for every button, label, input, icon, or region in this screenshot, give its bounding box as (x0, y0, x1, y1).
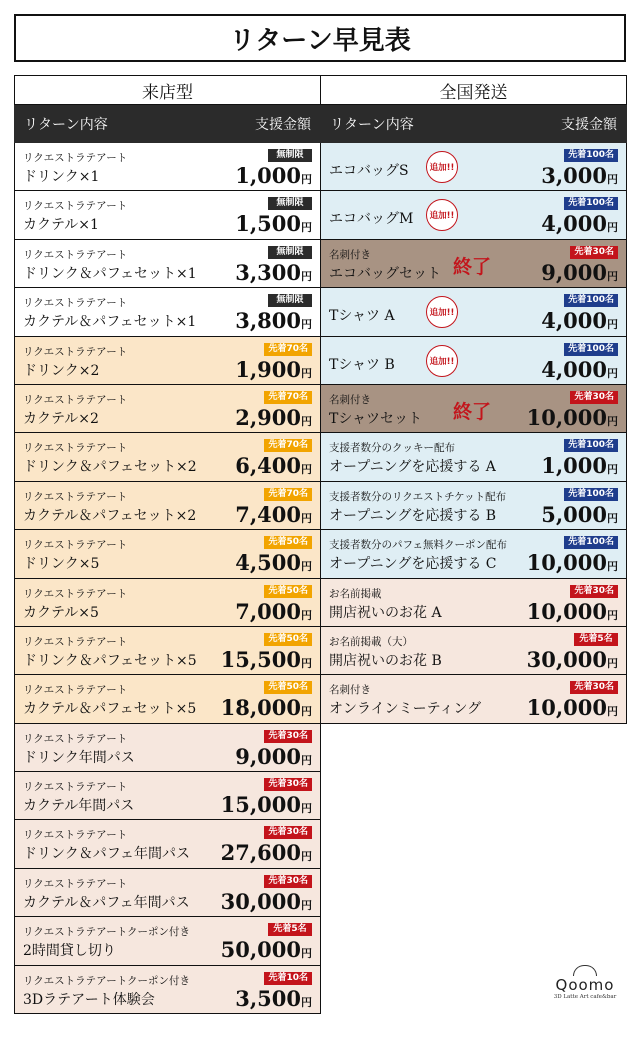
price-amount: 1,000 (235, 163, 301, 188)
logo-word: Qoomo (555, 976, 615, 994)
reward-row (14, 288, 321, 336)
reward-row (320, 191, 627, 239)
amount-column-label: 支援金額 (255, 117, 311, 133)
reward-note: リクエストラテアート (23, 684, 128, 697)
reward-price (541, 163, 618, 188)
reward-row (14, 627, 321, 675)
added-stamp: 追加!! (426, 345, 458, 377)
limit-badge: 先着10名 (264, 972, 312, 985)
yen-mark: 円 (301, 560, 312, 574)
reward-note: リクエストラテアート (23, 539, 128, 552)
reward-row (320, 627, 627, 675)
yen-mark: 円 (301, 947, 312, 961)
reward-row (14, 724, 321, 772)
reward-row (14, 917, 321, 965)
reward-name: Tシャツ B (329, 356, 395, 373)
reward-note: 名刺付き (329, 248, 371, 261)
yen-mark: 円 (607, 173, 618, 186)
reward-name: オンラインミーティング (329, 701, 482, 718)
reward-price (221, 889, 312, 914)
reward-name: カクテル×1 (23, 217, 99, 234)
reward-note: 支援者数分のパフェ無料クーポン配布 (329, 539, 507, 552)
limit-badge: 無制限 (268, 197, 312, 210)
reward-price (541, 260, 618, 285)
reward-name: ドリンク＆パフェセット×2 (23, 459, 197, 476)
reward-price (235, 405, 312, 430)
limit-badge: 先着5名 (574, 633, 618, 646)
reward-row (320, 288, 627, 336)
reward-name: カクテル年間パス (23, 798, 135, 815)
price-amount: 3,500 (235, 985, 301, 1011)
reward-note: リクエストラテアート (23, 442, 128, 455)
reward-note: リクエストラテアート (23, 345, 128, 358)
limit-badge: 先着100名 (564, 149, 618, 162)
limit-badge: 先着50名 (264, 585, 312, 598)
reward-note: リクエストラテアート (23, 152, 128, 164)
reward-name: エコバッグM (329, 211, 414, 228)
price-amount: 3,300 (235, 259, 301, 285)
reward-price (221, 840, 312, 865)
reward-note: リクエストラテアート (23, 635, 128, 648)
price-amount: 30,000 (526, 646, 607, 672)
reward-note: 名刺付き (329, 393, 371, 406)
limit-badge: 先着100名 (564, 343, 618, 356)
yen-mark: 円 (301, 608, 312, 622)
reward-row (14, 385, 321, 433)
price-amount: 1,000 (541, 453, 607, 479)
reward-name: ドリンク＆パフェセット×1 (23, 265, 197, 282)
limit-badge: 無制限 (268, 294, 312, 307)
reward-name: カクテル＆パフェ年間パス (23, 894, 190, 911)
reward-price (235, 211, 312, 236)
limit-badge: 先着30名 (264, 875, 312, 888)
reward-note: リクエストラテアート (23, 393, 128, 406)
added-stamp: 追加!! (426, 296, 458, 328)
logo-tagline: 3D Latte Art cafe&bar (553, 994, 617, 1000)
price-amount: 27,600 (220, 840, 301, 866)
reward-note: リクエストラテアート (23, 490, 128, 503)
reward-note: リクエストラテアート (23, 781, 128, 794)
content-column-label: リターン内容 (24, 117, 108, 133)
reward-row (14, 772, 321, 820)
yen-mark: 円 (607, 511, 618, 525)
shipping-rows (320, 143, 627, 724)
limit-badge: 先着30名 (264, 826, 312, 839)
yen-mark: 円 (301, 463, 312, 477)
ended-label: 終了 (453, 400, 492, 423)
reward-name: カクテル×5 (23, 604, 99, 621)
reward-price (235, 163, 312, 188)
limit-badge: 先着100名 (564, 294, 618, 307)
limit-badge: 先着100名 (564, 536, 618, 549)
price-amount: 4,000 (541, 211, 607, 237)
reward-row (14, 191, 321, 239)
price-amount: 7,400 (235, 501, 301, 527)
reward-row (320, 433, 627, 481)
reward-name: カクテル＆パフェセット×2 (23, 507, 197, 524)
reward-note: 支援者数分のクッキー配布 (329, 442, 455, 455)
reward-price (235, 744, 312, 769)
limit-badge: 先着5名 (268, 923, 312, 936)
yen-mark: 円 (301, 850, 312, 864)
price-amount: 4,000 (541, 308, 607, 334)
reward-row (14, 869, 321, 917)
limit-badge: 先着70名 (264, 488, 312, 501)
yen-mark: 円 (607, 414, 618, 428)
yen-mark: 円 (607, 366, 618, 380)
reward-name: 開店祝いのお花 A (329, 604, 442, 621)
qoomo-logo (540, 965, 630, 1015)
reward-note: お名前掲載（大） (329, 635, 413, 648)
price-amount: 9,000 (541, 259, 607, 285)
reward-note: リクエストラテアート (23, 732, 128, 745)
yen-mark: 円 (301, 753, 312, 767)
reward-row (14, 337, 321, 385)
price-amount: 9,000 (235, 743, 301, 769)
yen-mark: 円 (301, 705, 312, 719)
in-store-subheader (14, 105, 321, 143)
reward-name: 3Dラテアート体験会 (23, 991, 155, 1008)
content-column-label: リターン内容 (330, 117, 414, 133)
limit-badge: 先着30名 (570, 391, 618, 404)
reward-price (235, 308, 312, 333)
yen-mark: 円 (301, 318, 312, 332)
reward-note: リクエストラテアート (23, 829, 128, 842)
in-store-rows (14, 143, 321, 1014)
limit-badge: 先着30名 (570, 585, 618, 598)
reward-row (320, 482, 627, 530)
yen-mark: 円 (607, 705, 618, 719)
reward-row (14, 143, 321, 191)
reward-price (235, 453, 312, 478)
limit-badge: 先着50名 (264, 681, 312, 694)
price-amount: 3,000 (541, 163, 607, 188)
price-amount: 15,000 (220, 792, 301, 818)
ended-label: 終了 (453, 255, 492, 278)
shipping-header: 全国発送 (320, 75, 627, 105)
reward-note: リクエストラテアート (23, 877, 128, 890)
reward-price (221, 937, 312, 962)
reward-row (14, 530, 321, 578)
reward-row (320, 675, 627, 723)
price-amount: 5,000 (541, 501, 607, 527)
limit-badge: 無制限 (268, 149, 312, 162)
yen-mark: 円 (301, 366, 312, 380)
reward-name: Tシャツ A (329, 308, 395, 325)
reward-note: リクエストラテアート (23, 248, 128, 261)
reward-name: オープニングを応援する A (329, 459, 496, 476)
reward-name: ドリンク×2 (23, 362, 100, 379)
reward-price (541, 453, 618, 478)
reward-price (221, 647, 312, 672)
price-amount: 4,500 (235, 550, 301, 576)
price-amount: 10,000 (526, 404, 607, 430)
reward-price (235, 357, 312, 382)
price-amount: 10,000 (526, 550, 607, 576)
reward-row (14, 675, 321, 723)
in-store-header: 来店型 (14, 75, 321, 105)
yen-mark: 円 (301, 221, 312, 235)
reward-name: エコバッグS (329, 163, 409, 179)
yen-mark: 円 (607, 269, 618, 283)
limit-badge: 先着70名 (264, 391, 312, 404)
reward-row (320, 579, 627, 627)
reward-note: リクエストラテアート (23, 587, 128, 600)
reward-price (221, 695, 312, 720)
limit-badge: 無制限 (268, 246, 312, 259)
yen-mark: 円 (301, 511, 312, 525)
reward-row (14, 433, 321, 481)
reward-note: リクエストラテアートクーポン付き (23, 974, 191, 987)
reward-name: ドリンク＆パフェセット×5 (23, 652, 197, 669)
reward-price (235, 502, 312, 527)
yen-mark: 円 (301, 656, 312, 670)
reward-note: リクエストラテアートクーポン付き (23, 926, 191, 939)
reward-price (527, 405, 618, 430)
yen-mark: 円 (301, 898, 312, 912)
reward-name: ドリンク×1 (23, 169, 100, 185)
reward-row (14, 966, 321, 1014)
limit-badge: 先着30名 (570, 681, 618, 694)
limit-badge: 先着70名 (264, 439, 312, 452)
limit-badge: 先着50名 (264, 633, 312, 646)
added-stamp: 追加!! (426, 199, 458, 231)
yen-mark: 円 (301, 269, 312, 283)
reward-price (527, 550, 618, 575)
yen-mark: 円 (607, 656, 618, 670)
limit-badge: 先着100名 (564, 488, 618, 501)
reward-note: お名前掲載 (329, 587, 382, 600)
limit-badge: 先着100名 (564, 197, 618, 210)
price-amount: 10,000 (526, 695, 607, 721)
reward-row (320, 337, 627, 385)
reward-note: リクエストラテアート (23, 297, 128, 310)
reward-name: カクテル＆パフェセット×1 (23, 314, 197, 331)
reward-price (541, 357, 618, 382)
reward-name: カクテル×2 (23, 410, 99, 427)
reward-row (320, 143, 627, 191)
price-amount: 3,800 (235, 308, 301, 334)
reward-row (320, 385, 627, 433)
reward-row (320, 530, 627, 578)
in-store-column (14, 75, 321, 1014)
yen-mark: 円 (607, 221, 618, 235)
reward-row (14, 482, 321, 530)
reward-name: 2時間貸し切り (23, 943, 116, 960)
yen-mark: 円 (607, 608, 618, 622)
yen-mark: 円 (301, 173, 312, 186)
added-stamp: 追加!! (426, 151, 458, 183)
page-title: リターン早見表 (14, 14, 626, 62)
reward-price (527, 695, 618, 720)
reward-note: リクエストラテアート (23, 200, 128, 213)
reward-row (320, 240, 627, 288)
price-amount: 50,000 (220, 937, 301, 963)
limit-badge: 先着30名 (570, 246, 618, 259)
price-amount: 18,000 (220, 695, 301, 721)
reward-price (541, 211, 618, 236)
reward-row (14, 240, 321, 288)
reward-name: ドリンク＆パフェ年間パス (23, 846, 191, 863)
limit-badge: 先着100名 (564, 439, 618, 452)
yen-mark: 円 (607, 318, 618, 332)
yen-mark: 円 (301, 995, 312, 1009)
reward-price (527, 599, 618, 624)
price-amount: 1,500 (235, 211, 301, 237)
reward-price (541, 502, 618, 527)
reward-note: 支援者数分のリクエストチケット配布 (329, 490, 507, 503)
reward-price (235, 986, 312, 1011)
reward-row (14, 820, 321, 868)
reward-name: ドリンク年間パス (23, 749, 135, 766)
reward-name: オープニングを応援する B (329, 507, 497, 524)
reward-price (235, 260, 312, 285)
price-amount: 30,000 (220, 888, 301, 914)
shipping-subheader (320, 105, 627, 143)
yen-mark: 円 (301, 802, 312, 816)
limit-badge: 先着30名 (264, 778, 312, 791)
price-amount: 1,900 (235, 356, 301, 382)
price-amount: 4,000 (541, 356, 607, 382)
limit-badge: 先着50名 (264, 536, 312, 549)
price-amount: 15,500 (220, 646, 301, 672)
price-amount: 2,900 (235, 404, 301, 430)
reward-name: Tシャツセット (329, 410, 423, 427)
reward-price (541, 308, 618, 333)
cloud-icon (573, 965, 597, 976)
reward-note: 名刺付き (329, 684, 371, 697)
reward-price (221, 792, 312, 817)
yen-mark: 円 (607, 560, 618, 574)
price-amount: 7,000 (235, 598, 301, 624)
reward-name: オープニングを応援する C (329, 556, 497, 573)
yen-mark: 円 (301, 414, 312, 428)
amount-column-label: 支援金額 (561, 117, 617, 133)
price-amount: 6,400 (235, 453, 301, 479)
reward-price (235, 599, 312, 624)
yen-mark: 円 (607, 463, 618, 477)
shipping-column (320, 75, 627, 724)
reward-row (14, 579, 321, 627)
reward-name: 開店祝いのお花 B (329, 652, 442, 669)
price-amount: 10,000 (526, 598, 607, 624)
reward-price (235, 550, 312, 575)
reward-name: カクテル＆パフェセット×5 (23, 701, 197, 718)
reward-price (527, 647, 618, 672)
reward-name: ドリンク×5 (23, 556, 100, 573)
reward-name: エコバッグセット (329, 265, 441, 282)
limit-badge: 先着30名 (264, 730, 312, 743)
limit-badge: 先着70名 (264, 343, 312, 356)
